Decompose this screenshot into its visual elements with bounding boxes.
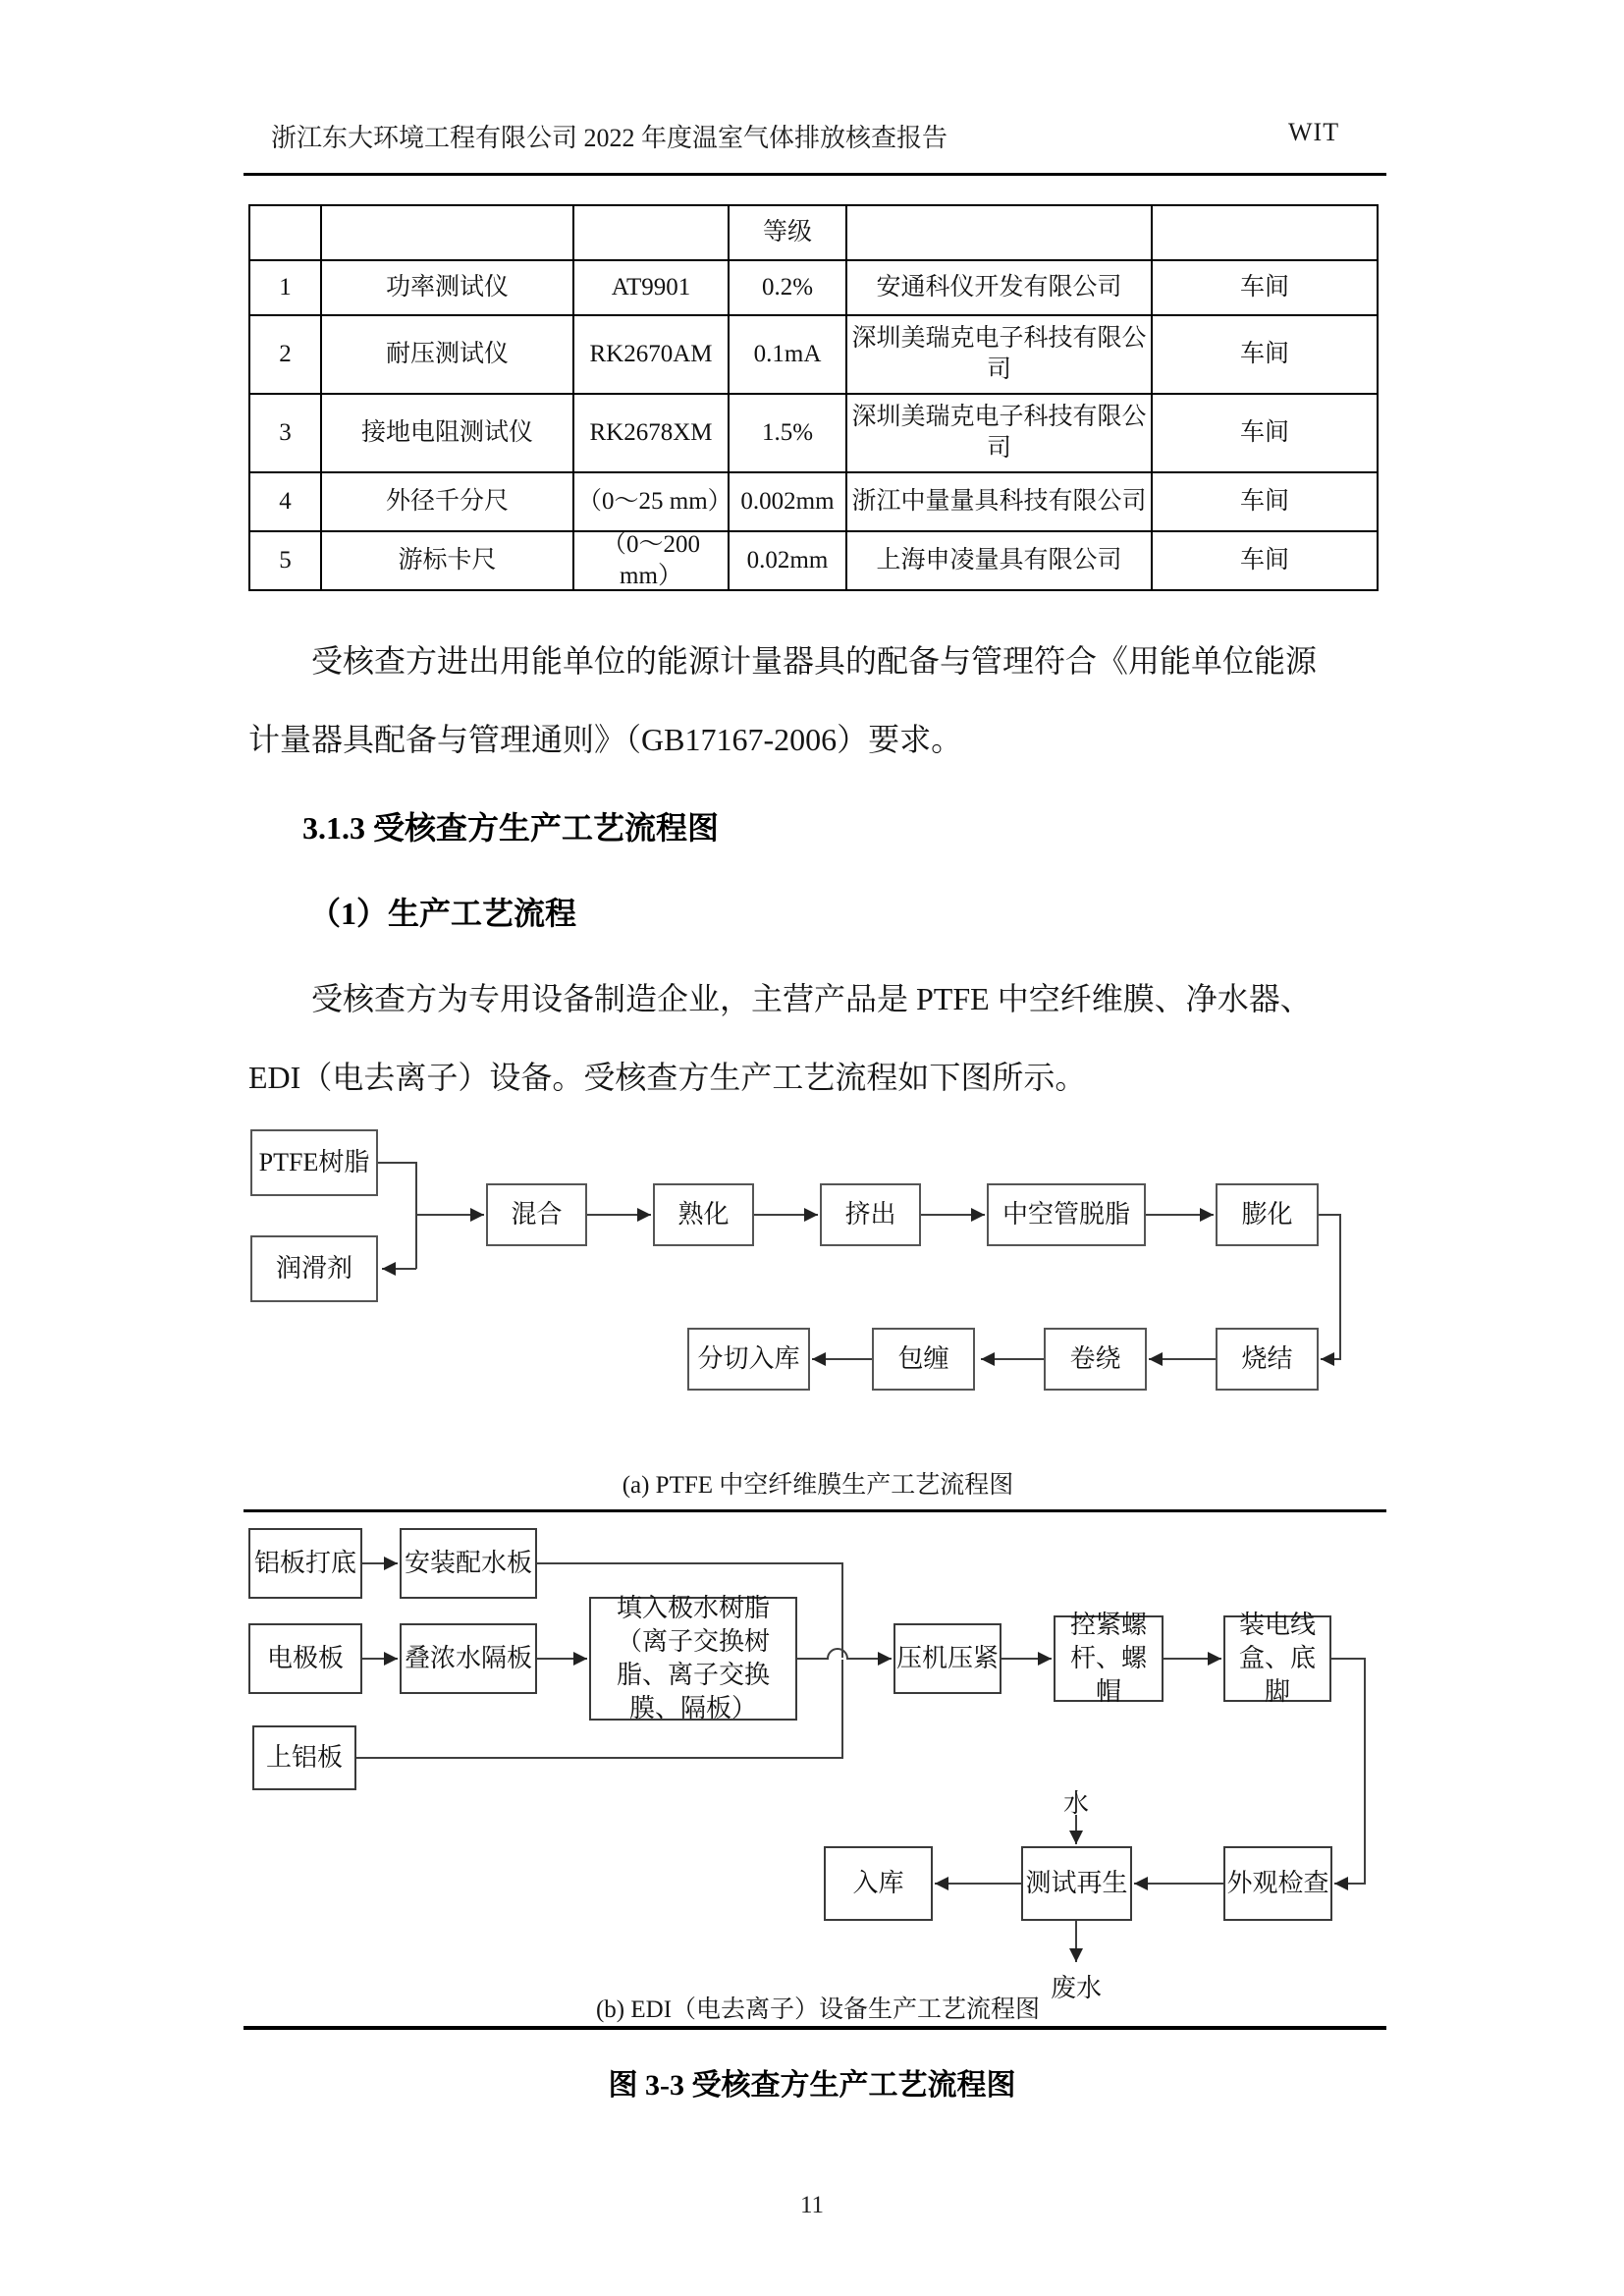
table-cell-supplier: 深圳美瑞克电子科技有限公司: [847, 316, 1153, 395]
table-cell-grade: 1.5%: [730, 395, 847, 473]
flow-a-box-wrap: 包缠: [872, 1328, 975, 1391]
flow-b-box-inspect: 外观检查: [1223, 1846, 1332, 1921]
section-heading: 3.1.3 受核查方生产工艺流程图: [302, 810, 720, 846]
table-cell-name: 外径千分尺: [322, 473, 574, 532]
table-cell-supplier: 安通科仪开发有限公司: [847, 261, 1153, 316]
table-cell-name: 接地电阻测试仪: [322, 395, 574, 473]
table-cell-no: 5: [250, 532, 322, 591]
table-cell-model: （0～200 mm）: [574, 532, 730, 591]
flow-a-box-cut-store: 分切入库: [687, 1328, 810, 1391]
flow-b-box-test-regen: 测试再生: [1021, 1846, 1132, 1921]
table-cell-name: 游标卡尺: [322, 532, 574, 591]
flow-b-box-al-base: 铝板打底: [248, 1528, 362, 1599]
flow-a-box-cure: 熟化: [653, 1183, 754, 1246]
arrow-expand-to-sinter: [1319, 1215, 1340, 1359]
table-cell-no: 2: [250, 316, 322, 395]
flow-a-box-sinter: 烧结: [1216, 1328, 1319, 1391]
table-cell-location: 车间: [1153, 532, 1379, 591]
flow-b-box-top-al: 上铝板: [252, 1725, 356, 1790]
table-cell-name: 耐压测试仪: [322, 316, 574, 395]
table-cell-name: 功率测试仪: [322, 261, 574, 316]
flow-a-box-wind: 卷绕: [1044, 1328, 1147, 1391]
table-cell-supplier: 深圳美瑞克电子科技有限公司: [847, 395, 1153, 473]
flow-a-box-lubricant: 润滑剂: [250, 1235, 378, 1302]
table-header-cell-grade: 等级: [730, 206, 847, 261]
arrow-merge-to-press: [797, 1649, 892, 1659]
flow-a-caption: (a) PTFE 中空纤维膜生产工艺流程图: [622, 1472, 1014, 1499]
table-cell-model: RK2670AM: [574, 316, 730, 395]
flow-b-label-waste-water: 废水: [1050, 1974, 1102, 2002]
flow-b-box-storage: 入库: [824, 1846, 933, 1921]
sub-heading: （1）生产工艺流程: [309, 896, 577, 931]
line-ptfe-junction: [378, 1163, 416, 1269]
paragraph-line: 受核查方为专用设备制造企业，主营产品是 PTFE 中空纤维膜、净水器、: [311, 981, 1312, 1016]
table-cell-no: 4: [250, 473, 322, 532]
paragraph-line: 受核查方进出用能单位的能源计量器具的配备与管理符合《用能单位能源: [311, 643, 1318, 679]
flow-a-box-extrude: 挤出: [820, 1183, 921, 1246]
header-title: 浙江东大环境工程有限公司 2022 年度温室气体排放核查报告: [271, 124, 948, 152]
flow-b-label-water: 水: [1062, 1789, 1089, 1818]
page-number: 11: [799, 2192, 825, 2218]
table-cell-no: 1: [250, 261, 322, 316]
flow-b-box-wire-box: 装电线盒、底脚: [1223, 1615, 1331, 1702]
table-cell-no: 3: [250, 395, 322, 473]
figure-caption: 图 3-3 受核查方生产工艺流程图: [608, 2069, 1016, 2102]
flow-b-box-electrode: 电极板: [248, 1623, 362, 1694]
table-cell-location: 车间: [1153, 473, 1379, 532]
table-cell-location: 车间: [1153, 395, 1379, 473]
flow-a-box-mix: 混合: [486, 1183, 587, 1246]
table-cell-supplier: 浙江中量量具科技有限公司: [847, 473, 1153, 532]
flow-b-box-stack-separator: 叠浓水隔板: [400, 1623, 537, 1694]
flow-a-box-expand: 膨化: [1216, 1183, 1319, 1246]
flow-b-box-install-plate: 安装配水板: [400, 1528, 537, 1599]
paragraph-line: 计量器具配备与管理通则》（GB17167-2006）要求。: [248, 722, 963, 757]
table-cell-location: 车间: [1153, 316, 1379, 395]
table-cell-grade: 0.2%: [730, 261, 847, 316]
flow-b-box-press: 压机压紧: [893, 1623, 1001, 1694]
table-cell-location: 车间: [1153, 261, 1379, 316]
table-cell-model: （0～25 mm）: [574, 473, 730, 532]
flow-a-box-degrease: 中空管脱脂: [987, 1183, 1146, 1246]
table-cell-model: AT9901: [574, 261, 730, 316]
table-cell-grade: 0.002mm: [730, 473, 847, 532]
table-cell-grade: 0.1mA: [730, 316, 847, 395]
flow-b-box-fill-resin: 填入极水树脂（离子交换树脂、离子交换膜、隔板）: [589, 1597, 797, 1721]
header-mark: WIT: [1288, 118, 1340, 146]
table-cell-model: RK2678XM: [574, 395, 730, 473]
flow-b-box-tighten: 控紧螺杆、螺帽: [1054, 1615, 1164, 1702]
table-cell-supplier: 上海申凌量具有限公司: [847, 532, 1153, 591]
paragraph-line: EDI（电去离子）设备。受核查方生产工艺流程如下图所示。: [248, 1060, 1087, 1095]
arrow-wirebox-to-inspect: [1331, 1659, 1365, 1884]
flow-b-caption: (b) EDI（电去离子）设备生产工艺流程图: [595, 1996, 1041, 2023]
flow-a-box-ptfe: PTFE树脂: [250, 1129, 378, 1196]
table-cell-grade: 0.02mm: [730, 532, 847, 591]
